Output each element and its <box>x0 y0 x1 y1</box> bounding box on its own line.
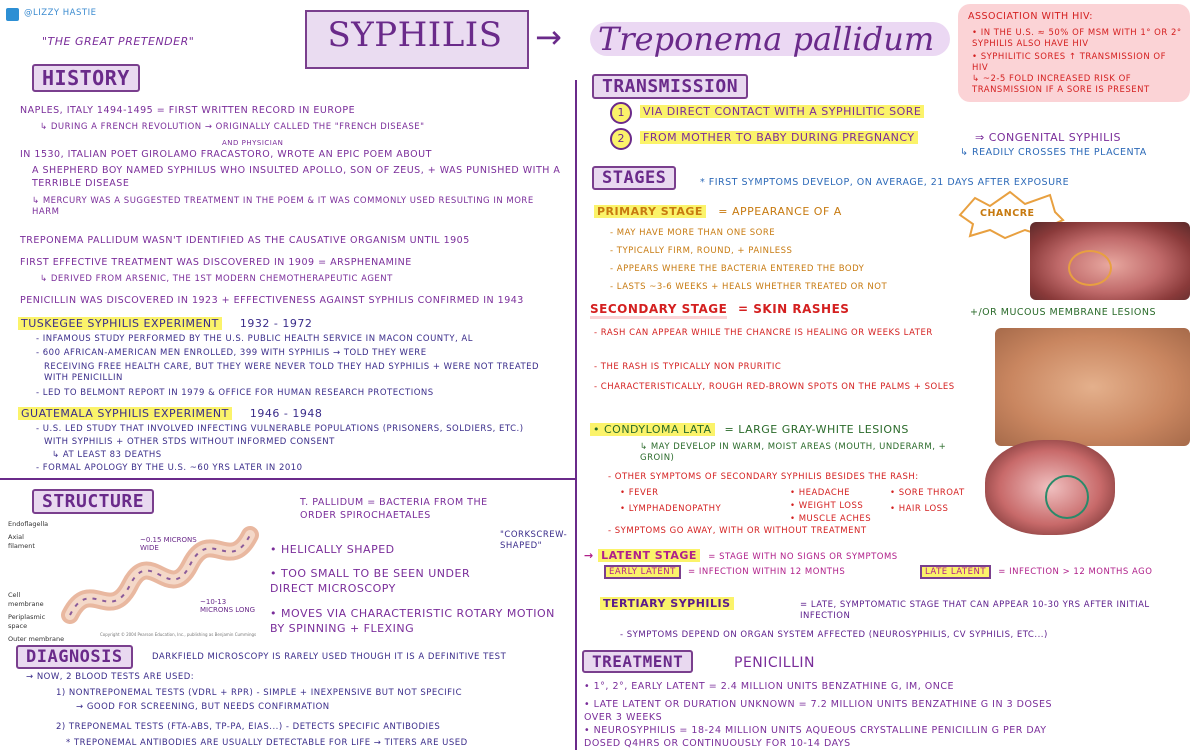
tuskegee-years: 1932 - 1972 <box>239 317 313 330</box>
horizontal-divider <box>0 478 575 480</box>
hiv-item: • IN THE U.S. ≈ 50% OF MSM WITH 1° OR 2° SYPHILIS ALSO HAVE HIV <box>972 28 1182 49</box>
symptom: • LYMPHADENOPATHY <box>620 504 722 514</box>
condyloma-title: • CONDYLOMA LATA <box>590 423 715 436</box>
guatemala-label: GUATEMALA SYPHILIS EXPERIMENT <box>18 407 232 420</box>
twitter-icon <box>6 8 19 21</box>
symptoms-go-away: - SYMPTOMS GO AWAY, WITH OR WITHOUT TREATMENT <box>608 526 867 536</box>
treatment-item: • 1°, 2°, EARLY LATENT = 2.4 MILLION UNITS BENZATHINE G, IM, ONCE <box>584 681 954 692</box>
diagnosis-test2b: * TREPONEMAL ANTIBODIES ARE USUALLY DETECTABLE FOR LIFE → TITERS ARE USED <box>66 738 468 748</box>
label-periplasmic: Periplasmic space <box>8 613 46 630</box>
history-item: IN 1530, ITALIAN POET GIROLAMO FRACASTORO, WROTE AN EPIC POEM ABOUT <box>20 149 432 160</box>
guatemala-years: 1946 - 1948 <box>249 407 323 420</box>
structure-description <box>300 496 500 522</box>
hiv-title: ASSOCIATION WITH HIV: <box>968 11 1093 22</box>
label-length: ~10-13 MICRONS LONG <box>200 598 256 614</box>
history-item: FIRST EFFECTIVE TREATMENT WAS DISCOVERED IN 1909 = ARSPHENAMINE <box>20 257 412 268</box>
hiv-item: • SYPHILITIC SORES ↑ TRANSMISSION OF HIV <box>972 52 1166 73</box>
symptom: • MUSCLE ACHES <box>790 514 872 524</box>
physician-note: AND PHYSICIAN <box>222 139 284 147</box>
congenital-note: ⇒ CONGENITAL SYPHILIS <box>975 131 1121 144</box>
vertical-divider <box>575 80 577 750</box>
diagnosis-test1b: → GOOD FOR SCREENING, BUT NEEDS CONFIRMATION <box>76 702 330 712</box>
lesion-circle <box>1045 475 1089 519</box>
label-axial-filament: Axial filament <box>8 533 35 550</box>
transmission-item-text: FROM MOTHER TO BABY DURING PREGNANCY <box>640 131 918 144</box>
guatemala-item: - FORMAL APOLOGY BY THE U.S. ~60 YRS LATER IN 2010 <box>36 463 303 473</box>
structure-desc-text: T. PALLIDUM = BACTERIA FROM THE ORDER SPIROCHAETALES <box>300 497 488 521</box>
tuskegee-label: TUSKEGEE SYPHILIS EXPERIMENT <box>18 317 222 330</box>
primary-title: PRIMARY STAGE <box>594 205 706 218</box>
treatment-title: TREATMENT <box>582 650 693 673</box>
guatemala-item: WITH SYPHILIS + OTHER STDS WITHOUT INFORMED CONSENT <box>44 437 335 447</box>
condyloma <box>590 422 909 437</box>
diagnosis-test2: 2) TREPONEMAL TESTS (FTA-ABS, TP-PA, EIAS...) - DETECTS SPECIFIC ANTIBODIES <box>56 722 441 732</box>
secondary-item: - THE RASH IS TYPICALLY NON PRURITIC <box>594 362 782 372</box>
chancre-circle <box>1068 250 1112 286</box>
structure-item: • TOO SMALL TO BE SEEN UNDER DIRECT MICROSCOPY <box>270 567 471 595</box>
transmission-item <box>640 130 918 145</box>
history-title: HISTORY <box>32 64 140 92</box>
late-latent <box>920 567 1152 578</box>
organism-name: Treponema pallidum <box>598 20 935 58</box>
symptom: • HEADACHE <box>790 488 851 498</box>
diagnosis-test1: 1) NONTREPONEMAL TESTS (VDRL + RPR) - SIMPLE + INEXPENSIVE BUT NOT SPECIFIC <box>56 688 463 698</box>
diagnosis-title: DIAGNOSIS <box>16 645 133 669</box>
diagnosis-now: → NOW, 2 BLOOD TESTS ARE USED: <box>26 672 195 682</box>
page-title: SYPHILIS <box>327 15 503 55</box>
history-item: PENICILLIN WAS DISCOVERED IN 1923 + EFFECTIVENESS AGAINST SYPHILIS CONFIRMED IN 1943 <box>20 295 524 306</box>
history-item: ↳ MERCURY WAS A SUGGESTED TREATMENT IN THE POEM & IT WAS COMMONLY USED RESULTING IN MORE HARM <box>32 196 534 217</box>
corkscrew-note: "CORKSCREW-SHAPED" <box>500 530 568 551</box>
primary-item: - LASTS ~3-6 WEEKS + HEALS WHETHER TREATED OR NOT <box>610 282 888 292</box>
transmission-item-text: VIA DIRECT CONTACT WITH A SYPHILITIC SORE <box>640 105 924 118</box>
structure-diagram-labels <box>8 520 64 644</box>
history-item: A SHEPHERD BOY NAMED SYPHILUS WHO INSULTED APOLLO, SON OF ZEUS, + WAS PUNISHED WITH A TERRIBLE DISEASE <box>32 165 561 189</box>
treatment-item: • LATE LATENT OR DURATION UNKNOWN = 7.2 MILLION UNITS BENZATHINE G IN 3 DOSES OVER 3 WEEKS <box>584 699 1052 723</box>
primary-stage <box>594 204 842 219</box>
chancre-label: CHANCRE <box>980 208 1035 219</box>
tertiary-stage <box>600 596 734 611</box>
condyloma-sub: ↳ MAY DEVELOP IN WARM, MOIST AREAS (MOUTH, UNDERARM, + GROIN) <box>640 442 947 463</box>
great-pretender: "THE GREAT PRETENDER" <box>42 35 195 48</box>
secondary-item: - CHARACTERISTICALLY, ROUGH RED-BROWN SPOTS ON THE PALMS + SOLES <box>594 382 955 392</box>
secondary-title: SECONDARY STAGE <box>590 302 727 319</box>
primary-item: - TYPICALLY FIRM, ROUND, + PAINLESS <box>610 246 793 256</box>
hiv-item: ↳ ~2-5 FOLD INCREASED RISK OF TRANSMISSION IF A SORE IS PRESENT <box>972 74 1150 95</box>
secondary-stage <box>590 302 849 316</box>
tuskegee-item: - INFAMOUS STUDY PERFORMED BY THE U.S. PUBLIC HEALTH SERVICE IN MACON COUNTY, AL <box>36 334 473 344</box>
symptom: • HAIR LOSS <box>890 504 949 514</box>
secondary-desc: = SKIN RASHES <box>738 302 850 316</box>
history-item: TREPONEMA PALLIDUM WASN'T IDENTIFIED AS THE CAUSATIVE ORGANISM UNTIL 1905 <box>20 235 470 246</box>
symptom: • WEIGHT LOSS <box>790 501 864 511</box>
secondary-item: - RASH CAN APPEAR WHILE THE CHANCRE IS HEALING OR WEEKS LATER <box>594 328 933 338</box>
history-item: NAPLES, ITALY 1494-1495 = FIRST WRITTEN RECORD IN EUROPE <box>20 105 356 116</box>
structure-item: • MOVES VIA CHARACTERISTIC ROTARY MOTION BY SPINNING + FLEXING <box>270 607 555 635</box>
structure-title: STRUCTURE <box>32 489 154 514</box>
transmission-number-2: 2 <box>610 128 632 150</box>
symptom: • SORE THROAT <box>890 488 965 498</box>
guatemala-item: - U.S. LED STUDY THAT INVOLVED INFECTING VULNERABLE POPULATIONS (PRISONERS, SOLDIERS, ETC.) <box>36 424 524 434</box>
palm-rash-image <box>995 328 1190 446</box>
copyright-note: Copyright © 2004 Pearson Education, Inc., publishing as Benjamin Cummings <box>100 632 257 637</box>
transmission-title: TRANSMISSION <box>592 74 748 99</box>
early-latent-desc: = INFECTION WITHIN 12 MONTHS <box>688 567 846 577</box>
placenta-note: ↳ READILY CROSSES THE PLACENTA <box>960 147 1147 158</box>
guatemala-title <box>18 406 322 421</box>
arrow-icon: → <box>535 18 562 56</box>
tuskegee-item: - LED TO BELMONT REPORT IN 1979 & OFFICE FOR HUMAN RESEARCH PROTECTIONS <box>36 388 434 398</box>
early-latent-label: EARLY LATENT <box>604 565 681 579</box>
late-latent-label: LATE LATENT <box>920 565 991 579</box>
treatment-item: • NEUROSYPHILIS = 18-24 MILLION UNITS AQUEOUS CRYSTALLINE PENICILLIN G PER DAY DOSED Q4HRS OR CONTINUOUSLY FOR 10-14 DAYS <box>584 725 1047 749</box>
label-width: ~0.15 MICRONS WIDE <box>140 536 197 552</box>
tertiary-sub: - SYMPTOMS DEPEND ON ORGAN SYSTEM AFFECTED (NEUROSYPHILIS, CV SYPHILIS, ETC...) <box>620 630 1048 640</box>
stages-note: * FIRST SYMPTOMS DEVELOP, ON AVERAGE, 21 DAYS AFTER EXPOSURE <box>700 177 1070 188</box>
tertiary-desc: = LATE, SYMPTOMATIC STAGE THAT CAN APPEAR 10-30 YRS AFTER INITIAL INFECTION <box>800 600 1150 621</box>
tuskegee-item: RECEIVING FREE HEALTH CARE, BUT THEY WERE NEVER TOLD THEY HAD SYPHILIS + WERE NOT TREATED WITH PENICILLIN <box>44 362 540 383</box>
treatment-drug: PENICILLIN <box>734 655 815 671</box>
latent-arrow: → <box>584 549 594 562</box>
diagnosis-intro: DARKFIELD MICROSCOPY IS RARELY USED THOUGH IT IS A DEFINITIVE TEST <box>152 652 507 662</box>
label-outer-membrane: Outer membrane <box>8 635 65 643</box>
latent-stage <box>584 548 898 563</box>
condyloma-desc: = LARGE GRAY-WHITE LESIONS <box>724 423 909 436</box>
primary-desc: = APPEARANCE OF A <box>718 205 842 218</box>
latent-desc: = STAGE WITH NO SIGNS OR SYMPTOMS <box>708 552 898 562</box>
spirochete-diagram <box>50 515 270 635</box>
other-symptoms: - OTHER SYMPTOMS OF SECONDARY SYPHILIS BESIDES THE RASH: <box>608 472 919 482</box>
history-item: ↳ DURING A FRENCH REVOLUTION → ORIGINALLY CALLED THE "FRENCH DISEASE" <box>40 122 425 132</box>
label-cell-membrane: Cell membrane <box>8 591 44 608</box>
label-endoflagella: Endoflagella <box>8 520 49 528</box>
late-latent-desc: = INFECTION > 12 MONTHS AGO <box>998 567 1153 577</box>
latent-title: LATENT STAGE <box>598 549 700 562</box>
guatemala-item: ↳ AT LEAST 83 DEATHS <box>52 450 162 460</box>
history-item: ↳ DERIVED FROM ARSENIC, THE 1ST MODERN CHEMOTHERAPEUTIC AGENT <box>40 274 393 284</box>
transmission-item <box>640 104 924 119</box>
tuskegee-title <box>18 316 312 331</box>
mucous-note: +/OR MUCOUS MEMBRANE LESIONS <box>969 307 1157 318</box>
author-handle: @LIZZY HASTIE <box>24 8 97 18</box>
primary-item: - MAY HAVE MORE THAN ONE SORE <box>610 228 776 238</box>
tuskegee-item: - 600 AFRICAN-AMERICAN MEN ENROLLED, 399 WITH SYPHILIS → TOLD THEY WERE <box>36 348 427 358</box>
symptom: • FEVER <box>620 488 659 498</box>
stages-title: STAGES <box>592 166 676 190</box>
tertiary-title: TERTIARY SYPHILIS <box>600 597 734 610</box>
structure-item: • HELICALLY SHAPED <box>270 543 395 556</box>
primary-item: - APPEARS WHERE THE BACTERIA ENTERED THE BODY <box>610 264 865 274</box>
transmission-number-1: 1 <box>610 102 632 124</box>
early-latent <box>604 567 845 578</box>
